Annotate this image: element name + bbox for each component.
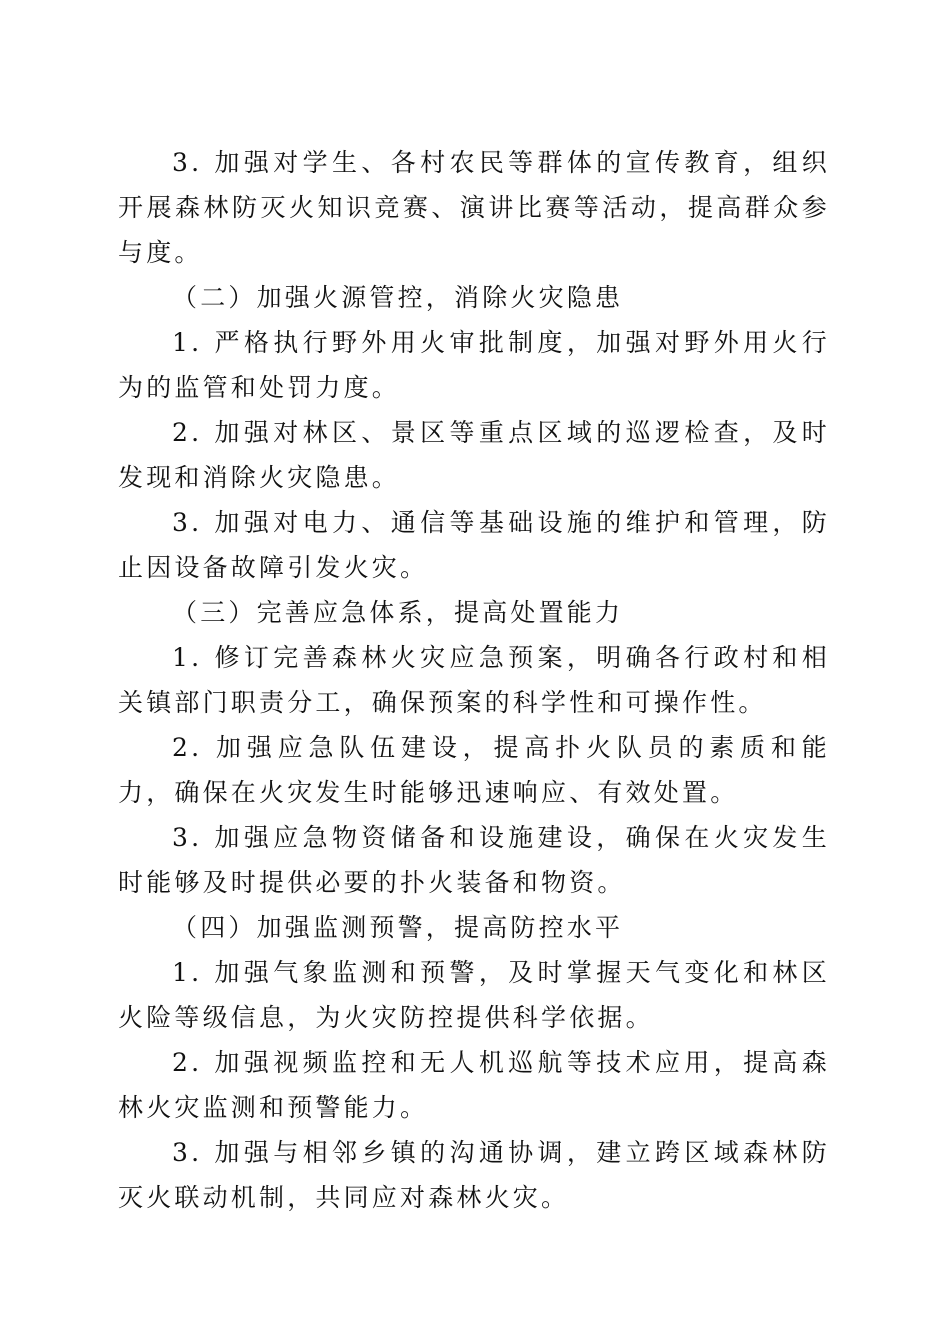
paragraph-item-2-3: 3. 加强对电力、通信等基础设施的维护和管理，防止因设备故障引发火灾。	[118, 508, 830, 582]
section-heading-3: （三）完善应急体系，提高处置能力	[172, 598, 624, 627]
paragraph-item-2-2: 2. 加强对林区、景区等重点区域的巡逻检查，及时发现和消除火灾隐患。	[118, 418, 830, 492]
section-heading-4: （四）加强监测预警，提高防控水平	[172, 913, 624, 942]
section-heading-2: （二）加强火源管控，消除火灾隐患	[172, 283, 624, 312]
paragraph-item-3-2: 2. 加强应急队伍建设，提高扑火队员的素质和能力，确保在火灾发生时能够迅速响应、有效处置。	[118, 733, 830, 807]
paragraph-item-2-1: 1. 严格执行野外用火审批制度，加强对野外用火行为的监管和处罚力度。	[118, 328, 830, 402]
paragraph-item-1-3: 3. 加强对学生、各村农民等群体的宣传教育，组织开展森林防灭火知识竞赛、演讲比赛等活动，提高群众参与度。	[118, 148, 830, 267]
paragraph-item-4-1: 1. 加强气象监测和预警，及时掌握天气变化和林区火险等级信息，为火灾防控提供科学依据。	[118, 958, 830, 1032]
paragraph-item-3-3: 3. 加强应急物资储备和设施建设，确保在火灾发生时能够及时提供必要的扑火装备和物资。	[118, 823, 830, 897]
paragraph-item-4-3: 3. 加强与相邻乡镇的沟通协调，建立跨区域森林防灭火联动机制，共同应对森林火灾。	[118, 1138, 830, 1212]
document-body	[118, 140, 830, 1220]
paragraph-item-4-2: 2. 加强视频监控和无人机巡航等技术应用，提高森林火灾监测和预警能力。	[118, 1048, 830, 1122]
paragraph-item-3-1: 1. 修订完善森林火灾应急预案，明确各行政村和相关镇部门职责分工，确保预案的科学性和可操作性。	[118, 643, 830, 717]
